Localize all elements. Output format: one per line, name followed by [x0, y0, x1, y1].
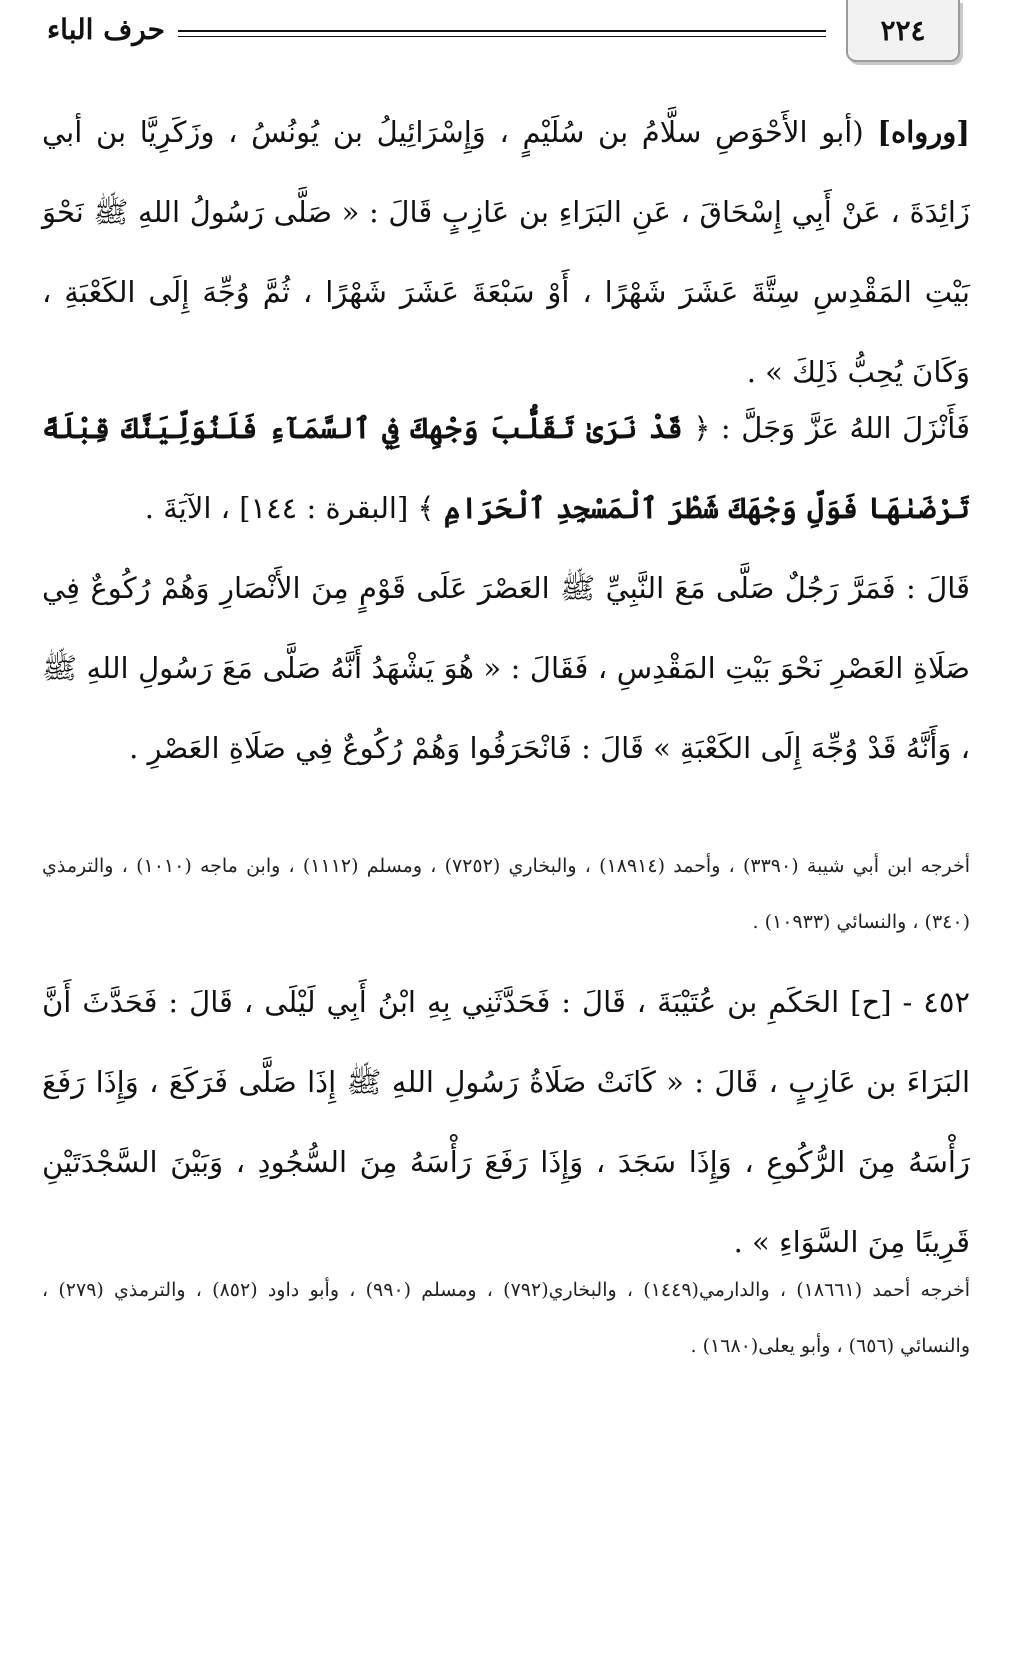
page-number-tab [846, 0, 960, 62]
narration-lead: [ورواه] [877, 115, 970, 149]
running-title: حرف الباء [47, 13, 165, 46]
paragraph-narration [42, 92, 970, 412]
header-rule [178, 30, 826, 37]
story-text: قَالَ : فَمَرَّ رَجُلٌ صَلَّى مَعَ النَّبِيِّ ﷺ العَصْرَ عَلَى قَوْمٍ مِنَ الأَنْصَارِ وَهُمْ رُكُوعٌ فِي صَلَاةِ العَصْرِ نَحْوَ بَيْتِ المَقْدِسِ ، فَقَالَ : « هُوَ يَشْهَدُ أَنَّهُ صَلَّى مَعَ رَسُولِ اللهِ ﷺ ، وَأَنَّهُ قَدْ وُجِّهَ إِلَى الكَعْبَةِ » قَالَ : فَانْحَرَفُوا وَهُمْ رُكُوعٌ فِي صَلَاةِ العَصْرِ . [42, 571, 970, 765]
footnote-text-1: أخرجه ابن أبي شيبة (٣٣٩٠) ، وأحمد (١٨٩١٤) ، والبخاري (٧٢٥٢) ، ومسلم (١١١٢) ، وابن ماجه (١٠١٠) ، والترمذي (٣٤٠) ، والنسائي (١٠٩٣٣) . [42, 855, 970, 933]
verse-reference: ﴾ [البقرة : ١٤٤] ، الآيَةَ . [144, 491, 435, 525]
footnote-text-2: أخرجه أحمد (١٨٦٦١) ، والدارمي(١٤٤٩) ، والبخاري(٧٩٢) ، ومسلم (٩٩٠) ، وأبو داود (٨٥٢) ، والترمذي (٢٧٩) ، والنسائي (٦٥٦) ، وأبو يعلى(١٦٨٠) . [42, 1279, 970, 1357]
takhrij-footnote-1 [42, 838, 970, 950]
page-number: ٢٢٤ [880, 13, 926, 47]
paragraph-hadith-452 [42, 962, 970, 1282]
revelation-intro: فَأَنْزَلَ اللهُ عَزَّ وَجَلَّ : ﴿ [693, 411, 970, 445]
hadith-452-text: ٤٥٢ - [ح] الحَكَمِ بن عُتَيْبَةَ ، قَالَ : فَحَدَّثَنِي بِهِ ابْنُ أَبِي لَيْلَى ، قَالَ : فَحَدَّثَ أَنَّ البَرَاءَ بن عَازِبٍ ، قَالَ : « كَانَتْ صَلَاةُ رَسُولِ اللهِ ﷺ إِذَا صَلَّى فَرَكَعَ ، وَإِذَا رَفَعَ رَأْسَهُ مِنَ الرُّكُوعِ ، وَإِذَا سَجَدَ ، وَإِذَا رَفَعَ رَأْسَهُ مِنَ السُّجُودِ ، وَبَيْنَ السَّجْدَتَيْنِ قَرِيبًا مِنَ السَّوَاءِ » . [42, 985, 970, 1259]
narration-text: (أبو الأَحْوَصِ سلَّامُ بن سُلَيْمٍ ، وَإِسْرَائِيلُ بن يُونُسُ ، وزَكَرِيَّا بن أبي زَائِدَةَ ، عَنْ أَبِي إِسْحَاقَ ، عَنِ البَرَاءِ بن عَازِبٍ قَالَ : « صَلَّى رَسُولُ اللهِ ﷺ نَحْوَ بَيْتِ المَقْدِسِ سِتَّةَ عَشَرَ شَهْرًا ، أَوْ سَبْعَةَ عَشَرَ شَهْرًا ، ثُمَّ وُجِّهَ إِلَى الكَعْبَةِ ، وَكَانَ يُحِبُّ ذَلِكَ » . [42, 115, 970, 389]
takhrij-footnote-2 [42, 1262, 970, 1374]
paragraph-story [42, 548, 970, 788]
quran-verse: قَدْ نَرَىٰ تَقَلُّبَ وَجْهِكَ فِي ٱلسَّمَآءِ فَلَنُوَلِّيَنَّكَ قِبْلَةً تَرْضَىٰهَا فَوَلِّ وَجْهَكَ شَطْرَ ٱلْمَسْجِدِ ٱلْحَرَامِ [42, 411, 970, 525]
paragraph-revelation [42, 388, 970, 548]
